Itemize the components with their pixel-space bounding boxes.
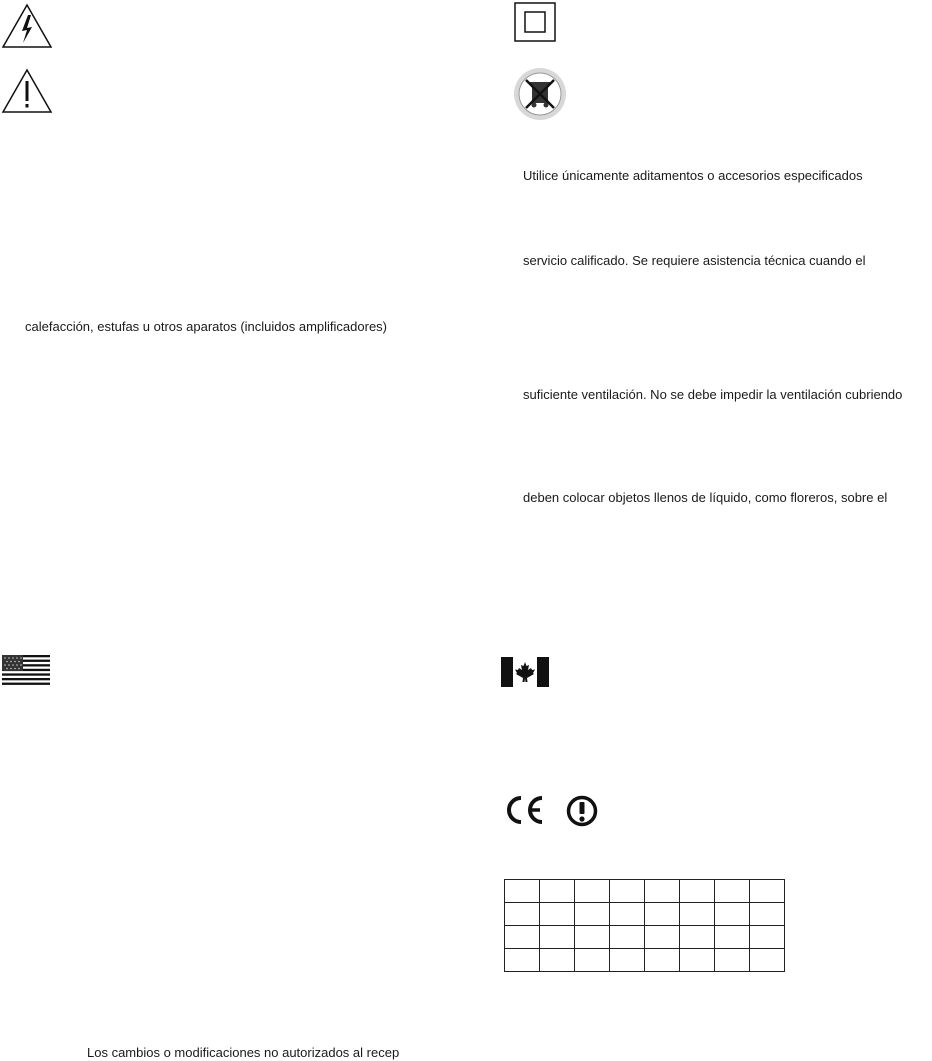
table-cell (540, 926, 575, 949)
table-cell (575, 903, 610, 926)
table-cell (540, 949, 575, 972)
table-cell (610, 880, 645, 903)
table-cell (645, 949, 680, 972)
table-cell (715, 926, 750, 949)
alert-circle-icon (566, 795, 598, 827)
table-cell (680, 949, 715, 972)
table-cell (610, 949, 645, 972)
table-cell (505, 926, 540, 949)
us-flag-icon (2, 655, 50, 685)
double-square-icon (514, 2, 556, 42)
table-cell (540, 880, 575, 903)
empty-grid-table (504, 879, 785, 972)
exclamation-triangle-icon (1, 68, 53, 114)
canada-flag-icon (501, 657, 549, 687)
table-cell (750, 903, 785, 926)
table-cell (750, 949, 785, 972)
text-line-ventilation: suficiente ventilación. No se debe impedir la ventilación cubriendo (523, 387, 903, 402)
text-line-heating: calefacción, estufas u otros aparatos (incluidos amplificadores) (25, 319, 388, 334)
table-cell (575, 926, 610, 949)
table-cell (540, 903, 575, 926)
table-cell (680, 880, 715, 903)
text-line-liquids: deben colocar objetos llenos de líquido, como floreros, sobre el (523, 490, 888, 505)
table-row (505, 903, 785, 926)
text-line-accessories: Utilice únicamente aditamentos o accesorios especificados (523, 168, 863, 183)
table-row (505, 949, 785, 972)
table-cell (715, 949, 750, 972)
table-cell (645, 926, 680, 949)
text-line-changes: Los cambios o modificaciones no autorizados al recep (87, 1045, 400, 1060)
table-cell (680, 903, 715, 926)
table-cell (575, 949, 610, 972)
ce-mark-icon (502, 794, 546, 826)
table-cell (610, 903, 645, 926)
table-cell (505, 880, 540, 903)
table-cell (750, 880, 785, 903)
table-row (505, 880, 785, 903)
table-cell (715, 880, 750, 903)
table-cell (680, 926, 715, 949)
text-line-service: servicio calificado. Se requiere asistencia técnica cuando el (523, 253, 866, 268)
table-cell (505, 903, 540, 926)
crossed-bin-circle-icon (512, 66, 568, 122)
table-cell (645, 880, 680, 903)
table-cell (750, 926, 785, 949)
table-cell (610, 926, 645, 949)
table-cell (715, 903, 750, 926)
table-cell (505, 949, 540, 972)
table-row (505, 926, 785, 949)
lightning-triangle-icon (1, 3, 53, 49)
table-cell (645, 903, 680, 926)
table-cell (575, 880, 610, 903)
